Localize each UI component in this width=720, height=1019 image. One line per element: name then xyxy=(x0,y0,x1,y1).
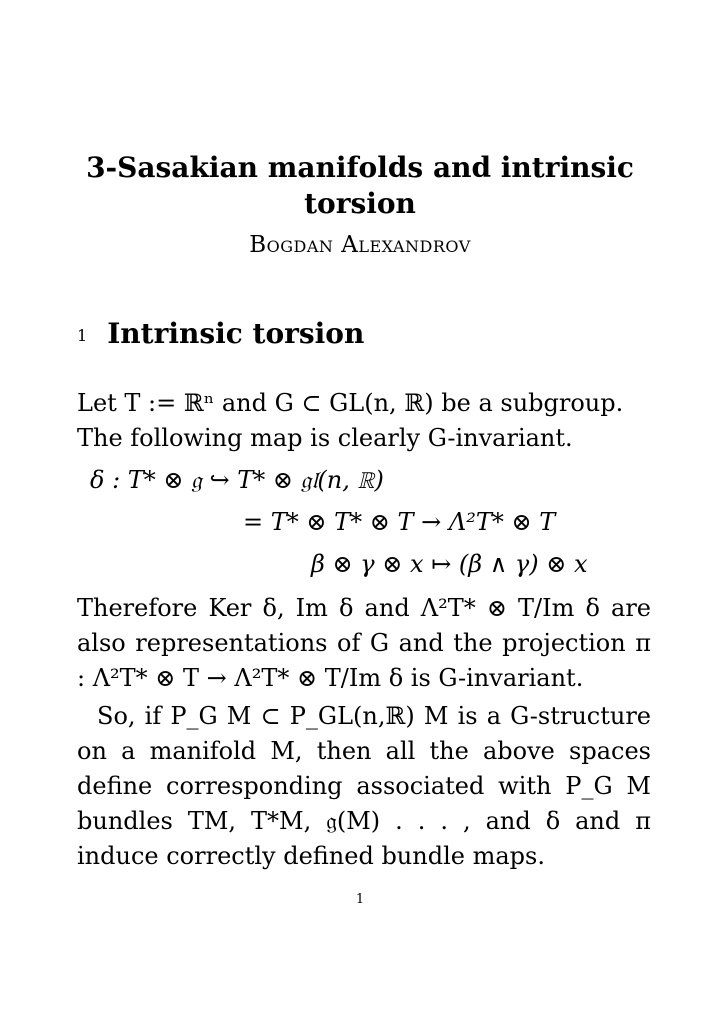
paragraph-3-text: So, if P_G M ⊂ P_GL(n,ℝ) M is a G-structure on a manifold M, then all the above spaces define corresponding associated with P_G M bundles TM, T*M, 𝔤(M) . . . , and δ and π induce correctly defined bundle maps. xyxy=(77,702,651,870)
title-line-2: torsion xyxy=(304,187,416,220)
paragraph-3 xyxy=(77,699,651,874)
equation-line-2: = T* ⊗ T* ⊗ T → Λ²T* ⊗ T xyxy=(243,508,556,536)
section-heading xyxy=(77,317,364,350)
paragraph-2-text: Therefore Ker δ, Im δ and Λ²T* ⊗ T/Im δ are also representations of G and the projection π : Λ²T* ⊗ T → Λ²T* ⊗ T/Im δ is G-invariant. xyxy=(77,594,651,692)
paragraph-1-line-2: The following map is clearly G-invariant. xyxy=(77,424,573,452)
section-number: 1 xyxy=(77,326,88,345)
paragraph-2 xyxy=(77,591,651,696)
title-line-1: 3-Sasakian manifolds and intrinsic xyxy=(86,151,634,184)
paragraph-1 xyxy=(77,386,651,456)
paper-title xyxy=(40,150,680,222)
paragraph-1-line-1: Let T := ℝⁿ and G ⊂ GL(n, ℝ) be a subgroup. xyxy=(77,389,624,417)
equation-line-3: β ⊗ γ ⊗ x ↦ (β ∧ γ) ⊗ x xyxy=(311,550,588,578)
section-title: Intrinsic torsion xyxy=(107,317,365,350)
equation-line-1: δ : T* ⊗ 𝔤 ↪ T* ⊗ 𝔤𝔩(n, ℝ) xyxy=(90,466,384,494)
page-number: 1 xyxy=(355,892,365,907)
author-name: Bogdan Alexandrov xyxy=(249,232,471,258)
